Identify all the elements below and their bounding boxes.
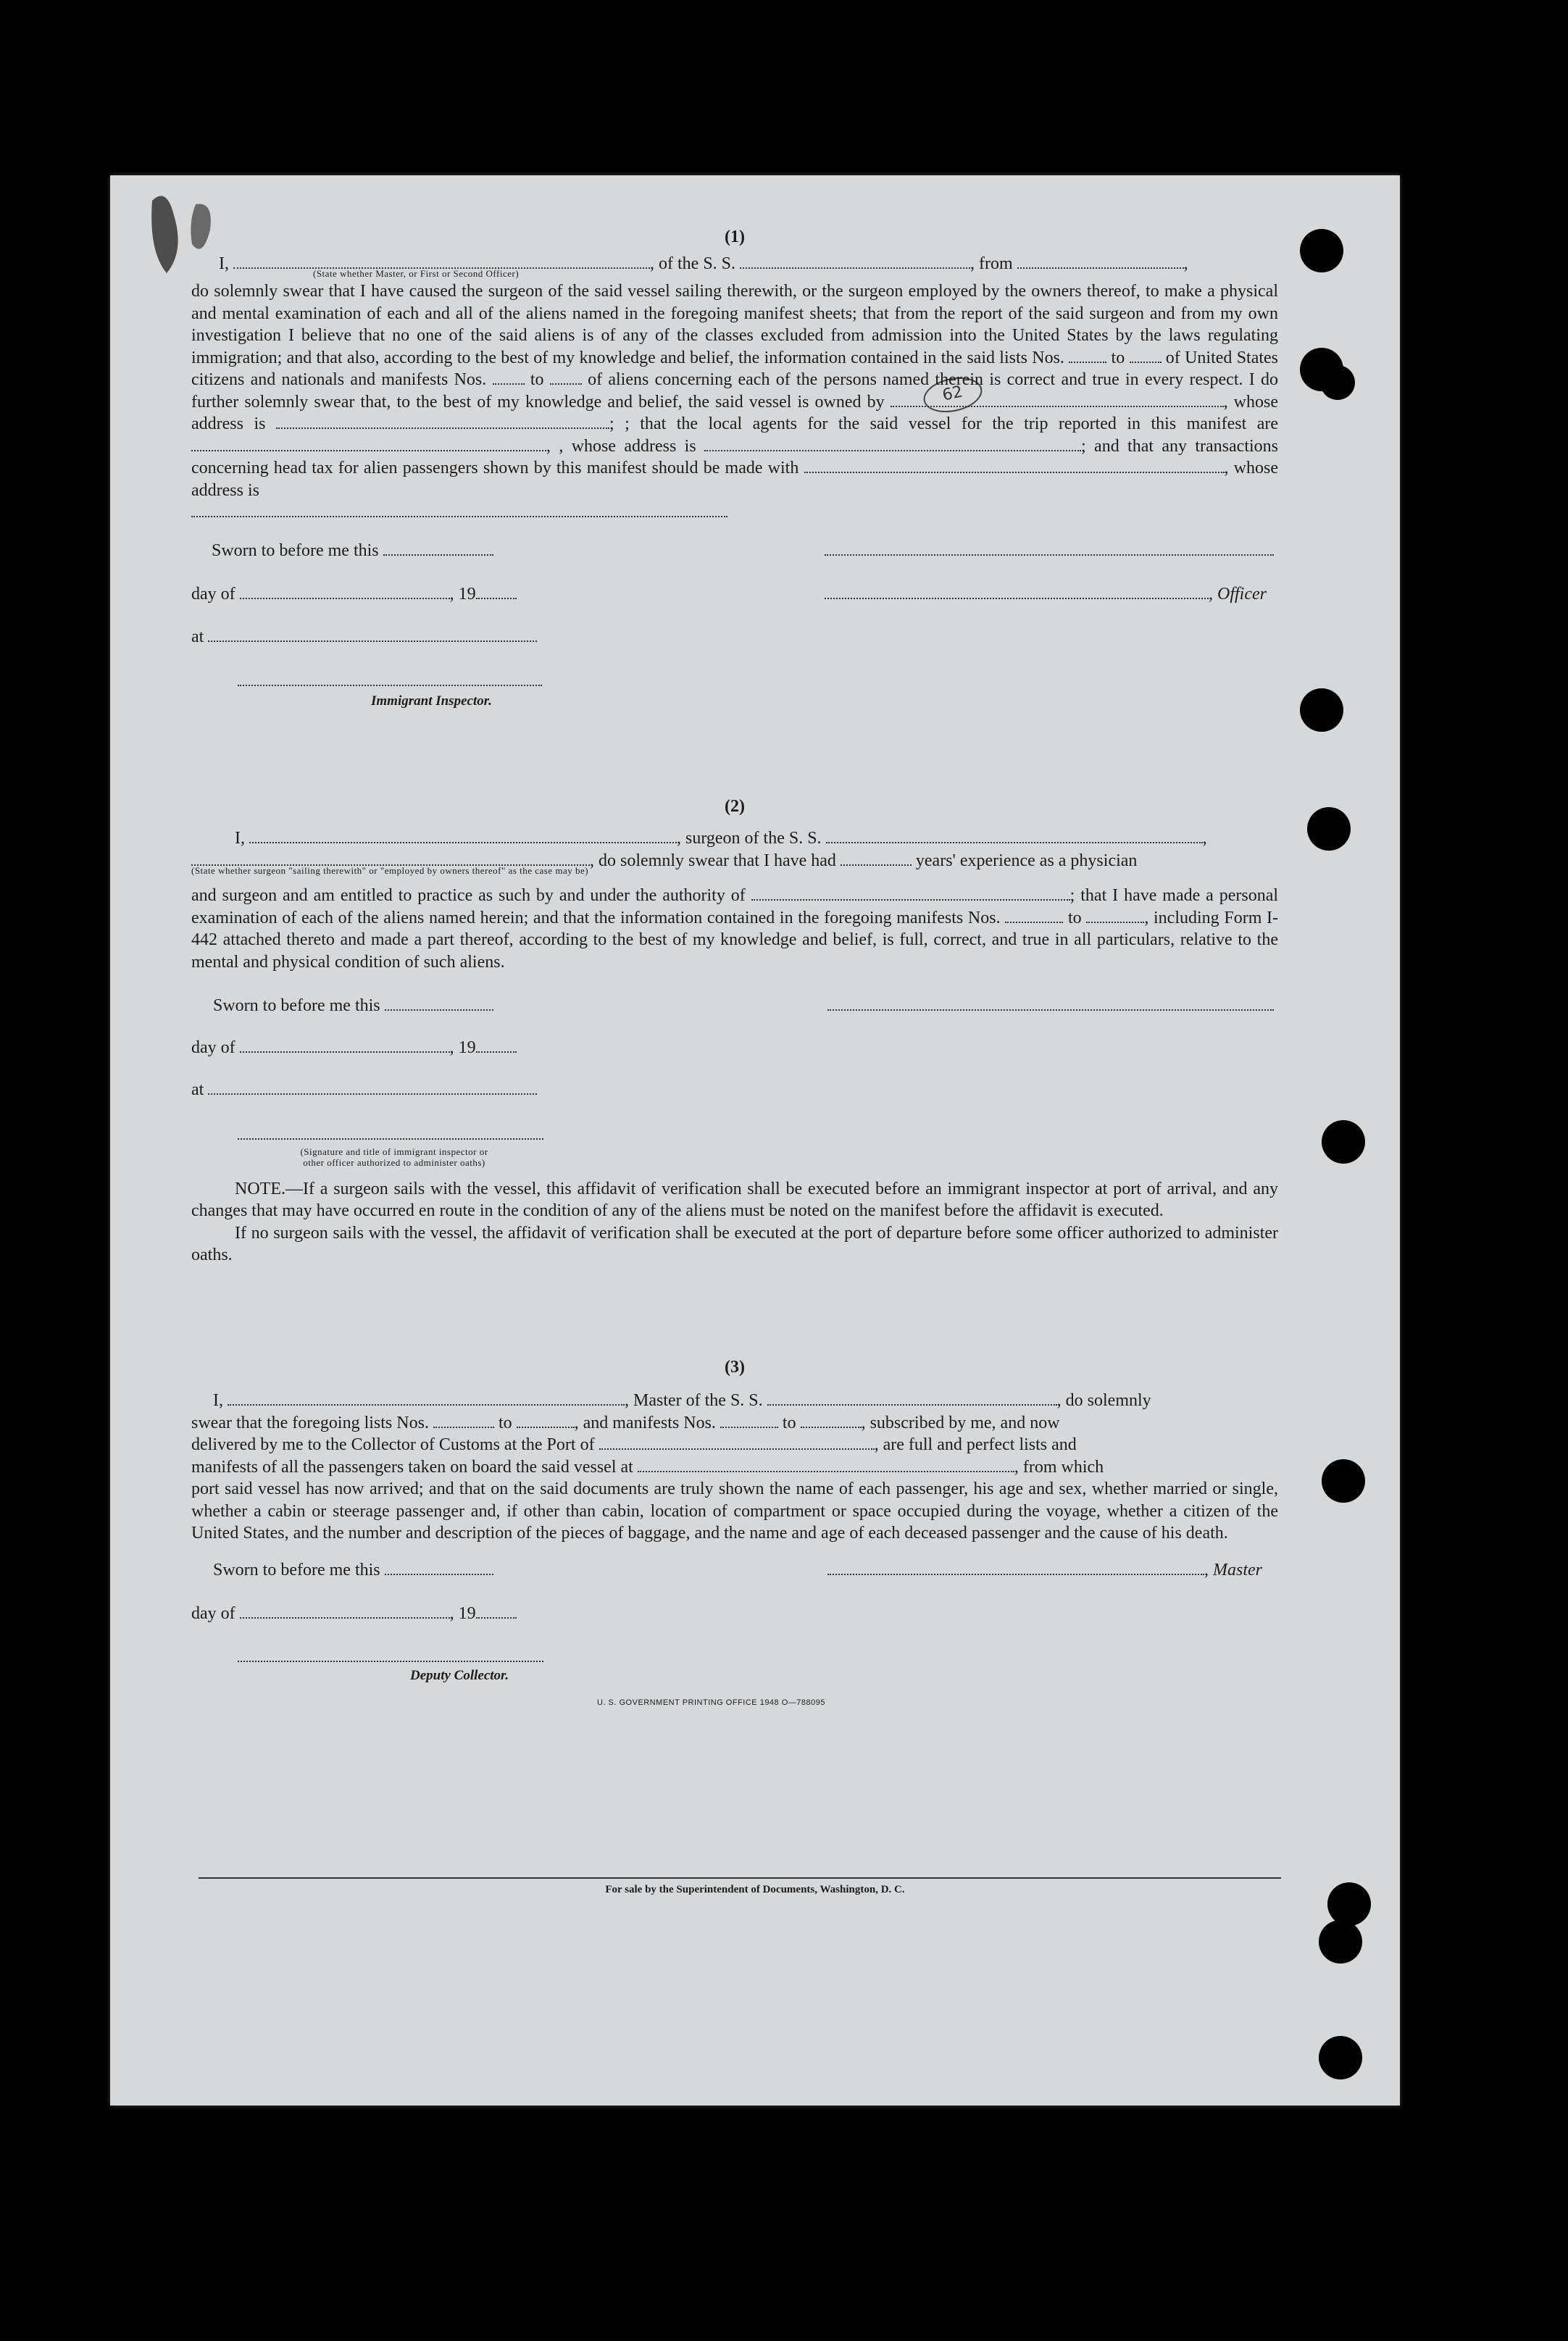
section-1-first-line: I, , of the S. S. , from , [219,254,1188,273]
sale-notice: For sale by the Superintendent of Documents, Washington, D. C. [605,1884,905,1895]
section-2-number: (2) [725,796,745,816]
section-2-signature-block: Sworn to before me this day of , 19 at [191,995,1278,1124]
section-2-paragraph: and surgeon and am entitled to practice as such by and under the authority of ; that I have made a personal examination of each of the aliens named herein; and that the information contained in the foregoing manifests Nos. to , including Form I-442 attached thereto and made a part thereof, according to the best of my knowledge and belief, is full, correct, and true in all particulars, relative to the mental and physical condition of such aliens. [191,886,1279,972]
footer-divider [199,1877,1281,1879]
section-2-signature-caption: (Signature and title of immigrant inspector or other officer authorized to administer oaths) [300,1146,488,1168]
section-1-caption: (State whether Master, or First or Second Officer) [313,268,520,279]
section-3-second-line: swear that the foregoing lists Nos. to , and manifests Nos. to , subscribed by me, and now [191,1413,1060,1432]
punch-hole [1319,1920,1362,1964]
punch-hole [1319,2036,1362,2079]
punch-hole [1300,688,1343,732]
section-2-second-line: , do solemnly swear that I have had years' experience as a physician [191,850,1278,872]
surgeon-note: NOTE.—If a surgeon sails with the vessel, this affidavit of verification shall be executed before an immigrant inspector at port of arrival, and any changes that may have occurred en route in the condition of any of the aliens must be noted on the manifest before the affidavit is executed. [191,1179,1278,1220]
section-3-third-line: delivered by me to the Collector of Customs at the Port of , are full and perfect lists and [191,1435,1077,1454]
punch-hole [1300,229,1343,272]
handwritten-page-number: 62 [920,372,985,417]
section-2-signature-line [238,1124,1278,1146]
punch-hole [1322,1459,1365,1503]
section-3-fourth-line: manifests of all the passengers taken on board the said vessel at , from which [191,1457,1104,1477]
immigrant-inspector-caption: Immigrant Inspector. [371,693,492,709]
section-3-paragraph: port said vessel has now arrived; and that on the said documents are truly shown the name of each passenger, his age and sex, whether married or single, whether a cabin or steerage passenger and, if other than cabin, location of compartment or space occupied during the voyage, whether a citizen of the United States, and the number and description of the pieces of baggage, and the name and age of each deceased passenger and the cause of his death. [191,1480,1278,1543]
no-surgeon-note: If no surgeon sails with the vessel, the affidavit of verification shall be executed at the port of departure before some officer authorized to administer oaths. [191,1223,1278,1264]
section-1-signature-block: Sworn to before me this day of , 19 at , Officer [191,540,1278,677]
document-page [110,175,1400,2106]
deputy-collector-caption: Deputy Collector. [410,1668,509,1683]
section-3-number: (3) [725,1357,745,1377]
punch-hole [1307,807,1351,851]
punch-hole [1320,365,1355,400]
punch-hole [1322,1120,1365,1164]
section-3-signature-block: Sworn to before me this day of , 19 , Master [191,1560,1262,1623]
affidavit-text [191,226,1278,1714]
section-2-caption: (State whether surgeon "sailing therewith" or "employed by owners thereof" as the case may be) [191,865,589,876]
section-1-number: (1) [725,228,745,246]
section-2-first-line: I, , surgeon of the S. S. , [235,829,1207,848]
section-1-paragraph: do solemnly swear that I have caused the surgeon of the said vessel sailing therewith, or the surgeon employed by the owners thereof, to make a physical and mental examination of each and all of the aliens named in the foregoing manifest sheets; that from the report of the said surgeon and from my own investigation I believe that no one of the said aliens is of any of the classes excluded from admission into the United States by the laws regulating immigration; and that also, according to the best of my knowledge and belief, the information contained in the said lists Nos. to of United States citizens and nationals and manifests Nos. to of aliens concerning each of the persons named therein is correct and true in every respect. I do further solemnly swear that, to the best of my knowledge and belief, the said vessel is owned by , whose address is ; ; that the local agents for the said vessel for the trip reported in this manifest are , , whose address is ; and that any transactions concerning head tax for alien passengers shown by this manifest should be made with , whose address is [191,280,1278,524]
gpo-imprint: U. S. GOVERNMENT PRINTING OFFICE 1948 O—788095 [597,1698,825,1707]
section-3-first-line: I, , Master of the S. S. , do solemnly [213,1391,1151,1410]
